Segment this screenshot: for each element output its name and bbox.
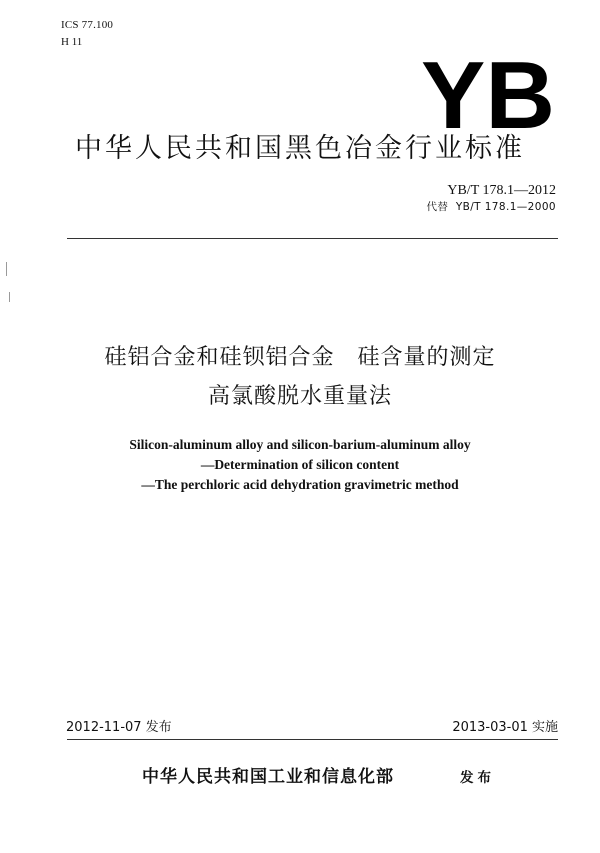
english-title-line-2: —Determination of silicon content — [200, 457, 400, 472]
ccs-code: H 11 — [61, 36, 83, 48]
yb-logo-text: YB — [421, 42, 555, 146]
standard-number: YB/T 178.1—2012 — [447, 183, 556, 198]
publish-date: 2012-11-07 发布 — [66, 720, 172, 735]
english-title-line-3: —The perchloric acid dehydration gravimetric method — [141, 477, 459, 492]
yb-logo — [420, 36, 556, 146]
ics-code: ICS 77.100 — [61, 19, 114, 31]
scan-mark — [6, 262, 7, 276]
chinese-title-line-1: 硅铝合金和硅钡铝合金 硅含量的测定 — [104, 345, 496, 370]
english-title-line-1: Silicon-aluminum alloy and silicon-barium-aluminum alloy — [129, 437, 471, 452]
implement-date: 2013-03-01 实施 — [452, 720, 558, 735]
replaces-number: YB/T 178.1—2000 — [455, 201, 556, 213]
replaces-line — [427, 201, 556, 213]
organization-title: 中华人民共和国黑色冶金行业标准 — [75, 133, 525, 164]
footer-divider — [67, 739, 558, 740]
replaces-label: 代替 — [426, 201, 449, 213]
issuing-authority: 中华人民共和国工业和信息化部 — [142, 767, 394, 787]
issue-label: 发布 — [460, 770, 495, 786]
chinese-title-line-2: 高氯酸脱水重量法 — [207, 384, 392, 409]
header-divider — [67, 238, 558, 239]
scan-mark — [9, 292, 10, 302]
